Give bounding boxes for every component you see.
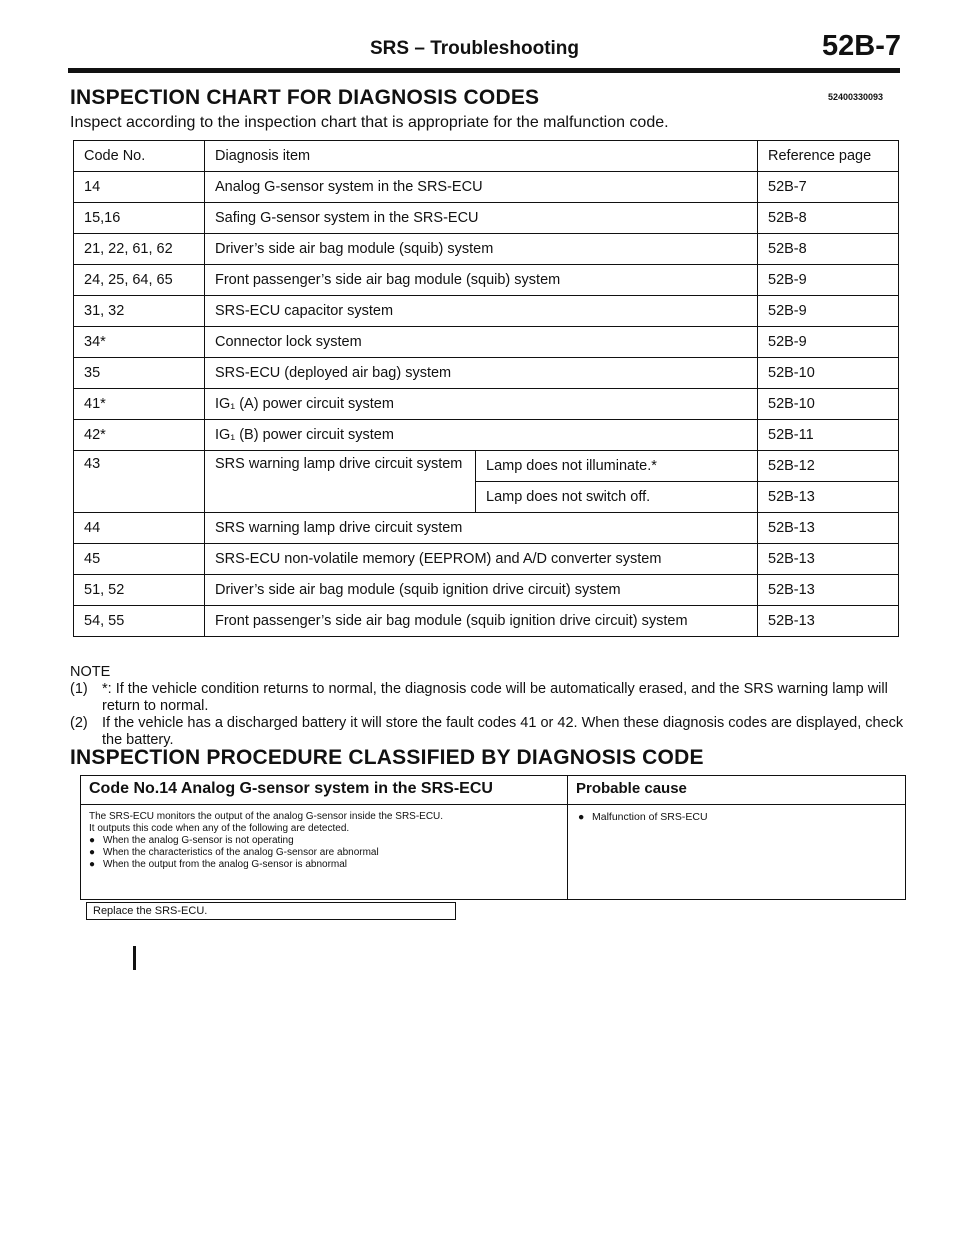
table-row (74, 513, 899, 544)
page-number: 52B-7 (822, 30, 901, 62)
condition-text: When the characteristics of the analog G-sensor are abnormal (103, 847, 379, 858)
reference-page-cell: 52B-9 (758, 327, 899, 358)
table-row (74, 203, 899, 234)
description-line: It outputs this code when any of the following are detected. (89, 823, 350, 834)
table-row (74, 451, 899, 482)
note-item (70, 715, 910, 749)
inspection-intro: Inspect according to the inspection chart that is appropriate for the malfunction code. (70, 114, 669, 131)
table-header-row (74, 141, 899, 172)
diagnosis-item-cell: IG₁ (B) power circuit system (205, 420, 758, 451)
note-text: If the vehicle has a discharged battery it will store the fault codes 41 or 42. When these diagnosis codes are displayed, check the battery. (102, 715, 904, 748)
reference-page-cell: 52B-10 (758, 358, 899, 389)
diagnosis-item-cell: Driver’s side air bag module (squib ignition drive circuit) system (205, 575, 758, 606)
code-cell: 43 (74, 451, 205, 513)
diagnosis-item-cell: SRS-ECU non-volatile memory (EEPROM) and A/D converter system (205, 544, 758, 575)
code-cell: 35 (74, 358, 205, 389)
code-cell: 41* (74, 389, 205, 420)
diagnosis-item-cell: IG₁ (A) power circuit system (205, 389, 758, 420)
margin-mark (133, 946, 136, 970)
code-cell: 21, 22, 61, 62 (74, 234, 205, 265)
note-item (70, 681, 910, 715)
page-header-title: SRS – Troubleshooting (370, 38, 580, 59)
document-code: 52400330093 (828, 92, 884, 102)
condition-item: ● When the characteristics of the analog G-sensor are abnormal (89, 847, 379, 858)
diagnosis-item-cell: Connector lock system (205, 327, 758, 358)
code-cell: 34* (74, 327, 205, 358)
inspection-chart-table (73, 140, 899, 637)
diagnosis-item-cell: Analog G-sensor system in the SRS-ECU (205, 172, 758, 203)
description-line: The SRS-ECU monitors the output of the analog G-sensor inside the SRS-ECU. (89, 811, 444, 822)
table-row (74, 296, 899, 327)
note-number: (2) (70, 715, 88, 731)
reference-page-cell: 52B-13 (758, 482, 899, 513)
note-number: (1) (70, 681, 88, 697)
reference-page-cell: 52B-7 (758, 172, 899, 203)
header-rule (68, 68, 900, 73)
code-cell: 54, 55 (74, 606, 205, 637)
table-row (74, 172, 899, 203)
table-row (74, 327, 899, 358)
reference-page-cell: 52B-13 (758, 544, 899, 575)
reference-page-cell: 52B-12 (758, 451, 899, 482)
inspection-chart-title: INSPECTION CHART FOR DIAGNOSIS CODES (70, 86, 540, 109)
cause-text: Malfunction of SRS-ECU (592, 811, 708, 823)
table-row (74, 389, 899, 420)
procedure-title: INSPECTION PROCEDURE CLASSIFIED BY DIAGNOSIS CODE (70, 746, 704, 769)
diagnosis-item-cell: Front passenger’s side air bag module (squib ignition drive circuit) system (205, 606, 758, 637)
probable-cause-header: Probable cause (568, 776, 906, 805)
column-header-ref: Reference page (758, 141, 899, 172)
condition-item: ● When the analog G-sensor is not operating (89, 835, 294, 846)
reference-page-cell: 52B-13 (758, 575, 899, 606)
lamp-condition-cell: Lamp does not switch off. (476, 482, 758, 513)
diagnosis-item-cell: SRS warning lamp drive circuit system (205, 513, 758, 544)
note-text: *: If the vehicle condition returns to normal, the diagnosis code will be automatically erased, and the SRS warning lamp will return to normal. (102, 681, 888, 714)
code-description (81, 805, 568, 900)
column-header-code: Code No. (74, 141, 205, 172)
cause-item: ● Malfunction of SRS-ECU (578, 811, 708, 823)
probable-cause-list (568, 805, 906, 900)
reference-page-cell: 52B-13 (758, 606, 899, 637)
table-row (74, 265, 899, 296)
lamp-condition-cell: Lamp does not illuminate.* (476, 451, 758, 482)
column-header-item: Diagnosis item (205, 141, 758, 172)
table-row (74, 544, 899, 575)
action-box: Replace the SRS-ECU. (86, 902, 456, 920)
table-row (74, 606, 899, 637)
table-row (74, 575, 899, 606)
condition-text: When the analog G-sensor is not operating (103, 835, 294, 846)
code-cell: 42* (74, 420, 205, 451)
diagnosis-item-cell: SRS-ECU capacitor system (205, 296, 758, 327)
code-cell: 51, 52 (74, 575, 205, 606)
reference-page-cell: 52B-8 (758, 234, 899, 265)
table-row (74, 420, 899, 451)
procedure-table (80, 775, 906, 900)
condition-text: When the output from the analog G-sensor is abnormal (103, 859, 348, 870)
code-cell: 31, 32 (74, 296, 205, 327)
reference-page-cell: 52B-13 (758, 513, 899, 544)
reference-page-cell: 52B-11 (758, 420, 899, 451)
diagnosis-item-cell: SRS warning lamp drive circuit system (205, 451, 476, 513)
note-block (70, 664, 910, 749)
diagnosis-item-cell: SRS-ECU (deployed air bag) system (205, 358, 758, 389)
code-cell: 45 (74, 544, 205, 575)
table-row (74, 234, 899, 265)
reference-page-cell: 52B-9 (758, 265, 899, 296)
note-label: NOTE (70, 664, 111, 680)
code-cell: 24, 25, 64, 65 (74, 265, 205, 296)
condition-item: ● When the output from the analog G-sensor is abnormal (89, 859, 348, 870)
table-row (74, 358, 899, 389)
diagnosis-item-cell: Front passenger’s side air bag module (squib) system (205, 265, 758, 296)
reference-page-cell: 52B-8 (758, 203, 899, 234)
code-header: Code No.14 Analog G-sensor system in the SRS-ECU (81, 776, 568, 805)
diagnosis-item-cell: Safing G-sensor system in the SRS-ECU (205, 203, 758, 234)
code-cell: 44 (74, 513, 205, 544)
reference-page-cell: 52B-10 (758, 389, 899, 420)
reference-page-cell: 52B-9 (758, 296, 899, 327)
diagnosis-item-cell: Driver’s side air bag module (squib) system (205, 234, 758, 265)
code-cell: 14 (74, 172, 205, 203)
code-cell: 15,16 (74, 203, 205, 234)
